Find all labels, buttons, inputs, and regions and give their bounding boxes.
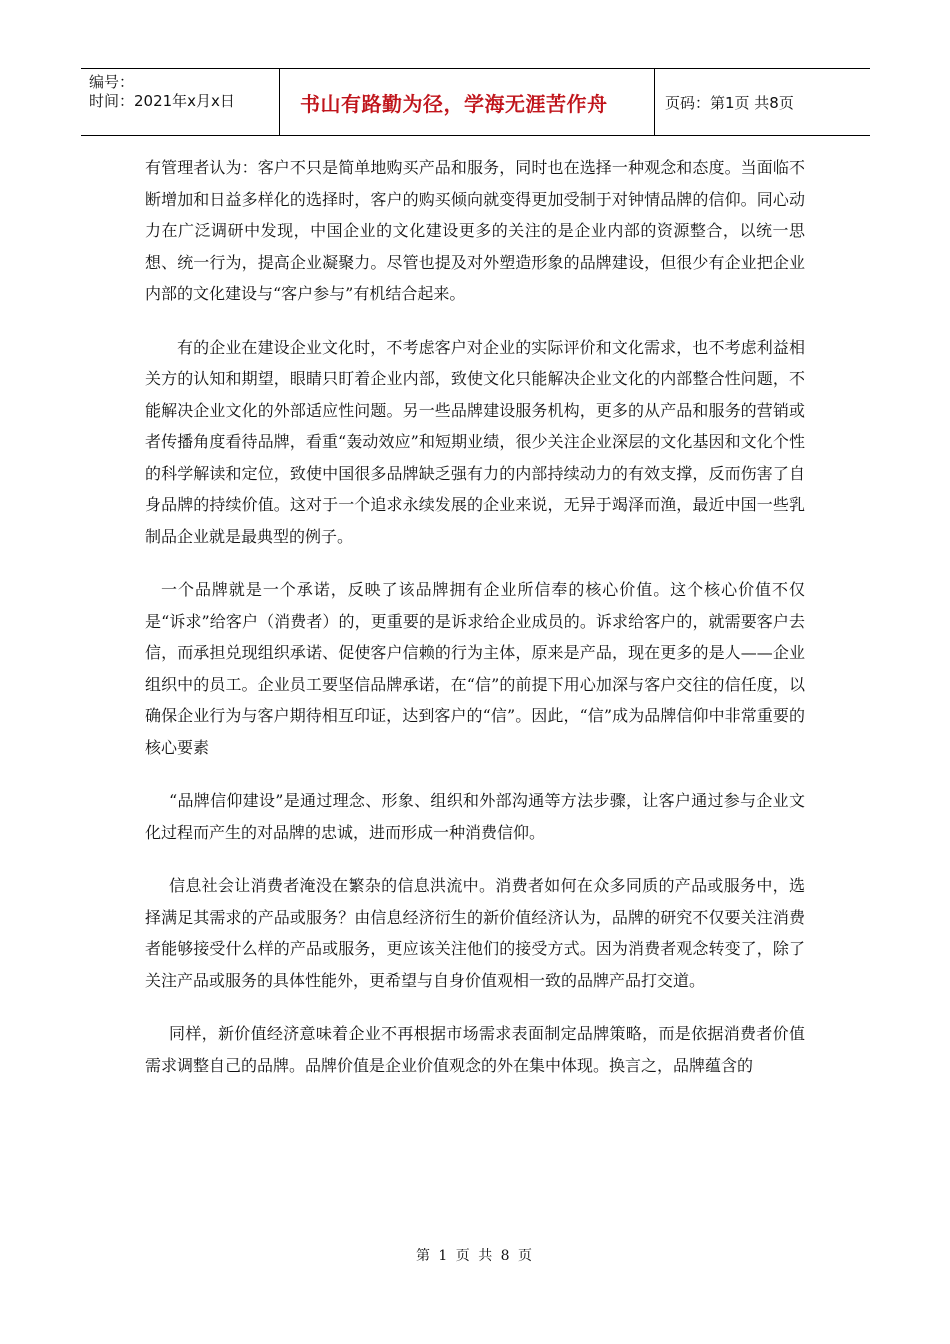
- header-info-cell: [81, 69, 280, 135]
- header-page-cell: [655, 69, 870, 135]
- paragraph: 信息社会让消费者淹没在繁杂的信息洪流中。消费者如何在众多同质的产品或服务中，选择满足其需求的产品或服务？由信息经济衍生的新价值经济认为，品牌的研究不仅要关注消费者能够接受什么样的产品或服务，更应该关注他们的接受方式。因为消费者观念转变了，除了关注产品或服务的具体性能外，更希望与自身价值观相一致的品牌产品打交道。: [145, 876, 805, 990]
- motto-text: 书山有路勤为径，学海无涯苦作舟: [300, 91, 608, 116]
- paragraph: 一个品牌就是一个承诺，反映了该品牌拥有企业所信奉的核心价值。这个核心价值不仅是“诉求”给客户（消费者）的，更重要的是诉求给企业成员的。诉求给客户的，就需要客户去信，而承担兑现组织承诺、促使客户信赖的行为主体，原来是产品，现在更多的是人——企业组织中的员工。企业员工要坚信品牌承诺，在“信”的前提下用心加深与客户交往的信任度，以确保企业行为与客户期待相互印证，达到客户的“信”。因此，“信”成为品牌信仰中非常重要的核心要素: [145, 580, 805, 757]
- paragraph: 同样，新价值经济意味着企业不再根据市场需求表面制定品牌策略，而是依据消费者价值需求调整自己的品牌。品牌价值是企业价值观念的外在集中体现。换言之，品牌蕴含的: [145, 1024, 805, 1075]
- header-motto-cell: [280, 69, 655, 135]
- paragraph: “品牌信仰建设”是通过理念、形象、组织和外部沟通等方法步骤，让客户通过参与企业文化过程而产生的对品牌的忠诚，进而形成一种消费信仰。: [145, 791, 805, 842]
- page-footer: [0, 1245, 950, 1265]
- footer-page-number: 第 1 页 共 8 页: [415, 1248, 535, 1264]
- paragraph: 有管理者认为：客户不只是简单地购买产品和服务，同时也在选择一种观念和态度。当面临不断增加和日益多样化的选择时，客户的购买倾向就变得更加受制于对钟情品牌的信仰。同心动力在广泛调研中发现，中国企业的文化建设更多的关注的是企业内部的资源整合，以统一思想、统一行为，提高企业凝聚力。尽管也提及对外塑造形象的品牌建设，但很少有企业把企业内部的文化建设与“客户参与”有机结合起来。: [145, 158, 805, 303]
- document-header: [81, 68, 870, 136]
- date-label: 时间：2021年x月x日: [89, 92, 235, 110]
- number-label: 编号：: [89, 73, 135, 91]
- paragraph: 有的企业在建设企业文化时，不考虑客户对企业的实际评价和文化需求，也不考虑利益相关方的认知和期望，眼睛只盯着企业内部，致使文化只能解决企业文化的内部整合性问题，不能解决企业文化的外部适应性问题。另一些品牌建设服务机构，更多的从产品和服务的营销或者传播角度看待品牌，看重“轰动效应”和短期业绩，很少关注企业深层的文化基因和文化个性的科学解读和定位，致使中国很多品牌缺乏强有力的内部持续动力的有效支撑，反而伤害了自身品牌的持续价值。这对于一个追求永续发展的企业来说，无异于竭泽而渔，最近中国一些乳制品企业就是最典型的例子。: [145, 337, 805, 546]
- page-number-label: 页码：第1页 共8页: [665, 93, 794, 112]
- document-body: [145, 152, 805, 1103]
